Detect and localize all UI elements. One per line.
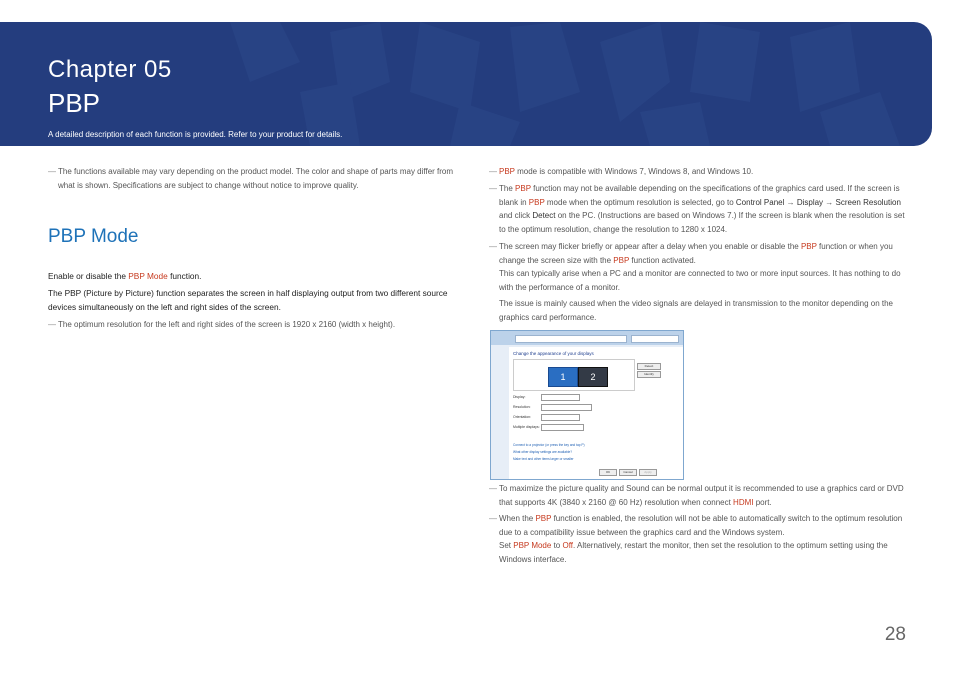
pbp-highlight: PBP — [800, 242, 817, 251]
note-dash: — — [489, 184, 497, 193]
chapter-description: A detailed description of each function is provided. Refer to your product for details. — [48, 130, 343, 139]
note-dash: — — [489, 514, 497, 523]
note-text: function may not be available depending on the specifications of the graphics card used. If the screen is blank in — [499, 184, 900, 207]
detect-button: Detect — [637, 363, 661, 370]
note-paragraph — [499, 539, 909, 566]
resolution-select — [541, 404, 592, 411]
intro-note-text: The functions available may vary depending on the product model. The color and shape of parts may differ from what is shown. Specifications are subject to change without notice to improve quality. — [58, 167, 454, 190]
identify-button: Identify — [637, 371, 661, 378]
arrow-text: → — [823, 197, 836, 207]
note-text: function is enabled, the resolution will not be able to automatically switch to the optimum resolution due to a compatibility issue between the graphics card and the Windows system. — [499, 514, 903, 537]
screen-resolution-label: Screen Resolution — [835, 197, 901, 207]
section-title: PBP Mode — [48, 226, 139, 247]
multiple-displays-row-label: Multiple displays: — [513, 425, 540, 429]
settings-link: What other display settings are available? — [513, 450, 573, 454]
arrow-text: → — [784, 197, 797, 207]
window-content — [509, 347, 683, 479]
note-hdmi — [489, 482, 909, 509]
search-box — [631, 335, 679, 343]
pbp-mode-highlight: PBP Mode — [128, 271, 168, 281]
note-text: Set — [499, 541, 514, 550]
hdmi-highlight: HDMI — [733, 497, 754, 507]
note-text: function or when you change the screen size with the — [499, 242, 893, 265]
note-dash: — — [489, 484, 497, 493]
note-text: The — [499, 184, 516, 193]
note-text: function activated. — [629, 255, 696, 265]
orientation-select — [541, 414, 580, 421]
note-compat — [489, 165, 909, 179]
note-text: to — [551, 541, 563, 550]
note-text: . Alternatively, restart the monitor, then set the resolution to the optimum setting using the Windows interface. — [499, 541, 888, 564]
note-graphics-card — [489, 182, 909, 236]
note-text: and click — [499, 211, 533, 220]
intro-note — [48, 165, 466, 192]
banner-pattern — [0, 22, 932, 146]
chapter-banner — [0, 22, 932, 146]
note-text: mode when the optimum resolution is selected, go to — [544, 197, 736, 207]
display-select — [541, 394, 580, 401]
display-preview — [513, 359, 635, 391]
orientation-row-label: Orientation: — [513, 415, 532, 419]
off-highlight: Off — [562, 541, 573, 550]
projector-link: Connect to a projector (or press the key and tap P) — [513, 443, 585, 447]
resolution-note-text: The optimum resolution for the left and right sides of the screen is 1920 x 2160 (width x height). — [58, 320, 396, 329]
window-titlebar — [491, 331, 683, 345]
resolution-row-label: Resolution: — [513, 405, 531, 409]
note-dash: — — [48, 167, 56, 176]
note-text: mode is compatible with Windows 7, Windows 8, and Windows 10. — [514, 167, 754, 176]
cancel-button: Cancel — [619, 469, 637, 476]
note-dash: — — [489, 242, 497, 251]
multiple-displays-select — [541, 424, 584, 431]
display-row-label: Display: — [513, 395, 526, 399]
control-panel-label: Control Panel — [735, 197, 785, 207]
pbp-description: The PBP (Picture by Picture) function separates the screen in half displaying output from two different source devices simultaneously on the left and right sides of the screen. — [48, 288, 448, 312]
pbp-mode-highlight: PBP Mode — [513, 541, 552, 550]
note-auto-resolution — [489, 512, 909, 566]
note-paragraph: The issue is mainly caused when the video signals are delayed in transmission to the monitor depending on the graphics card performance. — [499, 299, 894, 322]
monitor-1-icon: 1 — [548, 367, 578, 387]
resolution-note — [48, 318, 466, 332]
note-text: The screen may flicker briefly or appear after a delay when you enable or disable the — [499, 242, 801, 251]
note-text: on the PC. (Instructions are based on Windows 7.) If the screen is blank when the resolution is set to the optimum resolution, change the resolution to 1280 x 1024. — [499, 211, 905, 234]
page-title: PBP — [48, 88, 101, 118]
note-text: port. — [753, 497, 772, 507]
pbp-highlight: PBP — [499, 167, 515, 176]
page-number: 28 — [884, 624, 906, 645]
display-label: Display — [796, 197, 824, 207]
pbp-highlight: PBP — [535, 514, 552, 523]
note-flicker — [489, 240, 909, 324]
pbp-highlight: PBP — [528, 197, 545, 207]
screen-resolution-screenshot — [490, 330, 684, 480]
pbp-highlight: PBP — [613, 255, 630, 265]
note-dash: — — [48, 320, 56, 329]
note-text: When the — [499, 514, 536, 523]
detect-label: Detect — [532, 211, 556, 220]
pbp-highlight: PBP — [515, 184, 531, 193]
enable-paragraph — [48, 270, 468, 284]
monitor-2-icon: 2 — [578, 367, 608, 387]
enable-text: Enable or disable the — [48, 271, 129, 281]
address-bar — [515, 335, 627, 343]
enable-text-end: function. — [167, 271, 202, 281]
note-paragraph: This can typically arise when a PC and a monitor are connected to two or more input sources. It has nothing to do with the performance of a monitor. — [499, 269, 901, 292]
note-text: To maximize the picture quality and Sound can be normal output it is recommended to use a graphics card or DVD that supports 4K (3840 x 2160 @ 60 Hz) resolution when connect — [499, 484, 904, 507]
chapter-label: Chapter 05 — [48, 56, 172, 83]
text-size-link: Make text and other items larger or smaller — [513, 457, 574, 461]
window-heading: Change the appearance of your displays — [513, 351, 594, 356]
ok-button: OK — [599, 469, 617, 476]
note-dash: — — [489, 167, 497, 176]
apply-button: Apply — [639, 469, 657, 476]
